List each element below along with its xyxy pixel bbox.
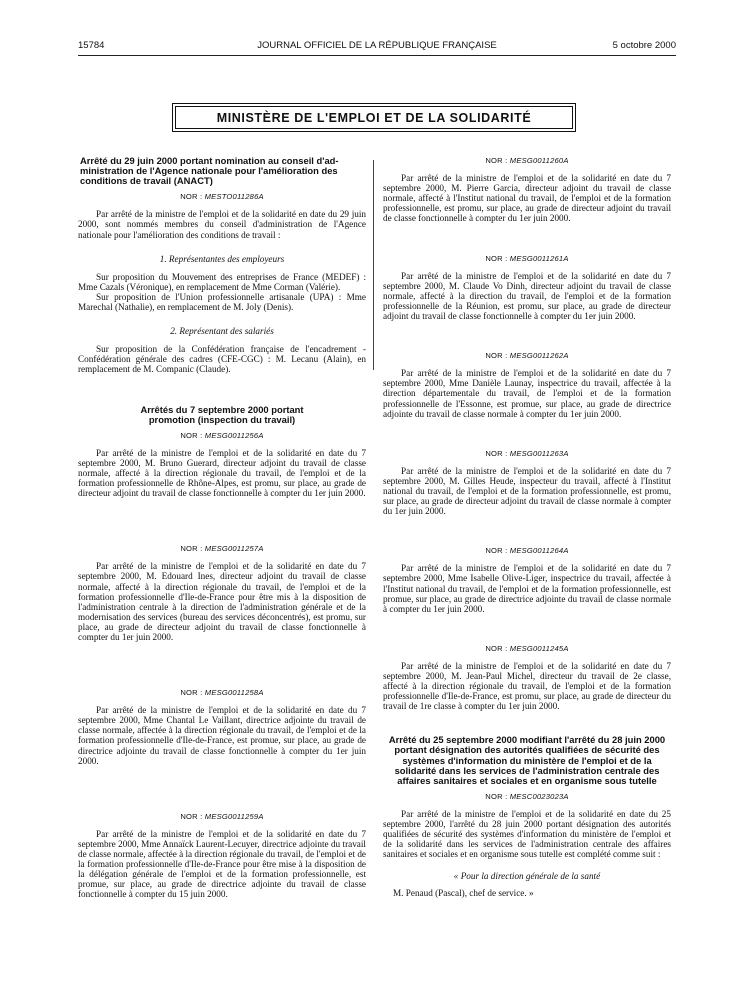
- page-number: 15784: [78, 40, 105, 51]
- paragraph: Par arrêté de la ministre de l'emploi et de la solidarité en date du 7 septembre 2000, M. Jean-Paul Michel, directeur du travail de 2e classe, affecté à la direction régionale du travail, de l'emploi et de la formation professionnelle d'Ile-de-France, est promu, sur place, au grade de directeur du travail de 1re classe à compter du 1er juin 2000.: [383, 660, 671, 712]
- header-rule: [78, 55, 676, 56]
- paragraph: Par arrêté de la ministre de l'emploi et de la solidarité en date du 7 septembre 2000, Mme Annaïck Laurent-Lecuyer, directrice adjointe du travail de classe normale, affectée à la direction régionale du travail, de l'emploi et de la formation professionnelle d'Ile-de-France pour être mise à la disposition de la délégation générale de l'emploi et de la formation professionnelle, est promue, sur place, au grade de directrice adjointe du travail de classe fonctionnelle à compter du 15 juin 2000.: [78, 828, 366, 900]
- page-header: [78, 40, 676, 54]
- ministry-heading-box: [172, 103, 576, 132]
- paragraph: Par arrêté de la ministre de l'emploi et de la solidarité en date du 7 septembre 2000, Mme Isabelle Olive-Liger, inspectrice du travail, affectée à l'Institut national du travail, de l'emploi et de la formation professionnelle, est promue, sur place, au grade de directrice adjointe du travail de classe normale à compter du 1er juin 2000.: [383, 563, 671, 614]
- column-divider: [373, 160, 374, 370]
- nor-reference: NOR : MESG0011260A: [485, 156, 569, 165]
- quote-heading: « Pour la direction générale de la santé: [453, 871, 601, 882]
- left-column: [78, 156, 366, 900]
- nor-reference: NOR : MESG0011256A: [180, 430, 264, 440]
- nor-reference: NOR : MESG0011259A: [180, 811, 264, 821]
- paragraph: Par arrêté de la ministre de l'emploi et de la solidarité en date du 7 septembre 2000, Mme Danièle Launay, inspectrice du travail, affectée à la direction départementale du travail, de l'emploi et de la formation professionnelle de l'Essonne, est promue, sur place, au grade de directrice adjointe du travail de classe normale à compter du 1er juin 2000.: [383, 368, 671, 419]
- nor-reference: NOR : MESG0011258A: [180, 688, 264, 698]
- issue-date: 5 octobre 2000: [612, 40, 676, 51]
- nor-reference: NOR : MESG0011261A: [485, 253, 569, 263]
- nor-reference: NOR : MESG0011257A: [180, 544, 264, 554]
- nor-reference: NOR : MESG0011264A: [485, 546, 569, 556]
- paragraph: Par arrêté de la ministre de l'emploi et de la solidarité en date du 29 juin 2000, sont nommés membres du conseil d'administration de l'Agence nationale pour l'amélioration des conditions de travail :: [78, 209, 366, 240]
- paragraph: Par arrêté de la ministre de l'emploi et de la solidarité en date du 7 septembre 2000, Mme Chantal Le Vaillant, directrice adjointe du travail de classe normale, affectée à la direction régionale du travail, de l'emploi et de la formation professionnelle d'Ile-de-France, est promue, sur place, au grade de directrice adjointe du travail de classe fonctionnelle à compter du 1er juin 2000.: [78, 705, 366, 766]
- paragraph: Par arrêté de la ministre de l'emploi et de la solidarité en date du 7 septembre 2000, M. Claude Vo Dinh, directeur adjoint du travail de classe normale, affecté à la direction du travail, de l'emploi et de la formation professionnelle de la Réunion, est promu, sur place, au grade de directeur adjoint du travail de classe fonctionnelle à compter du 1er juin 2000.: [383, 270, 671, 322]
- subheading-employees: 2. Représentant des salariés: [170, 326, 274, 337]
- paragraph: Sur proposition de la Confédération française de l'encadrement - Confédération générale des cadres (CFE-CGC) : M. Lecanu (Alain), en remplacement de M. Companic (Claude).: [78, 344, 366, 375]
- paragraph: Par arrêté de la ministre de l'emploi et de la solidarité en date du 7 septembre 2000, M. Pierre Garcia, directeur adjoint du travail de classe normale, affecté à l'Institut national du travail, de l'emploi et de la formation professionnelle, est promu, sur place, au grade de directeur adjoint du travail de classe fonctionnelle à compter du 1er juin 2000.: [383, 173, 671, 224]
- paragraph: Sur proposition du Mouvement des entreprises de France (MEDEF) : Mme Cazals (Véronique), en remplacement de Mme Corman (Valérie).: [78, 271, 366, 292]
- paragraph: Par arrêté de la ministre de l'emploi et de la solidarité en date du 7 septembre 2000, M. Gilles Heude, inspecteur du travail, affecté à l'Institut national du travail, de l'emploi et de la formation professionnelle, est promu, sur place, au grade de directeur adjoint du travail de classe normale à compter du 1er juin 2000.: [383, 465, 671, 517]
- quote-body: M. Penaud (Pascal), chef de service. »: [393, 887, 534, 898]
- nor-reference: NOR : MESG0011245A: [485, 643, 569, 653]
- subheading-employers: 1. Représentantes des employeurs: [159, 253, 285, 264]
- journal-title: JOURNAL OFFICIEL DE LA RÉPUBLIQUE FRANÇAISE: [257, 40, 497, 51]
- nor-reference: NOR : MESG0011263A: [485, 448, 569, 458]
- article-title-security: Arrêté du 25 septembre 2000 modifiant l'arrêté du 28 juin 2000 portant désignation des autorités qualifiées de sécurité des systèmes d'information du ministère de l'emploi et de la solidarité dans les services de l'administration centrale des affaires sanitaires et sociales et en organisme sous tutelle: [388, 734, 666, 786]
- paragraph: Par arrêté de la ministre de l'emploi et de la solidarité en date du 7 septembre 2000, M. Edouard Ines, directeur adjoint du travail de classe normale, affecté à la direction régionale du travail, de l'emploi et de la formation professionnelle d'Ile-de-France pour être mis à la disposition de l'administration centrale à la direction de l'administration générale et de la modernisation des services (bureau des services déconcentrés), est promu, sur place, au grade de directeur adjoint du travail de classe fonctionnelle à compter du 1er juin 2000.: [78, 561, 366, 642]
- article-title-promotion: Arrêtés du 7 septembre 2000 portant promotion (inspection du travail): [140, 403, 304, 425]
- paragraph: Par arrêté de la ministre de l'emploi et de la solidarité en date du 25 septembre 2000, l'arrêté du 28 juin 2000 portant désignation des autorités qualifiées de sécurité des systèmes d'information du ministère de l'emploi et de la solidarité dans les services de l'administration centrale des affaires sanitaires et sociales et en organisme sous tutelle est complété comme suit :: [383, 808, 671, 860]
- paragraph: Sur proposition de l'Union professionnelle artisanale (UPA) : Mme Marechal (Nathalie), en remplacement de M. Joly (Denis).: [78, 291, 366, 313]
- right-column: [383, 156, 671, 898]
- nor-reference: NOR : MESG0011262A: [485, 351, 569, 361]
- nor-reference: NOR : MESC0023023A: [485, 791, 569, 801]
- ministry-heading: MINISTÈRE DE L'EMPLOI ET DE LA SOLIDARITÉ: [175, 106, 573, 129]
- nor-reference: NOR : MESTO011286A: [180, 192, 264, 202]
- article-title-anact: Arrêté du 29 juin 2000 portant nomination au conseil d'ad-ministration de l'Agence nationale pour l'amélioration des conditions de travail (ANACT): [80, 155, 339, 187]
- paragraph: Par arrêté de la ministre de l'emploi et de la solidarité en date du 7 septembre 2000, M. Bruno Guerard, directeur adjoint du travail de classe normale, affecté à la direction régionale du travail, de l'emploi et de la formation professionnelle de Rhône-Alpes, est promu, sur place, au grade de directeur adjoint du travail de classe fonctionnelle à compter du 1er juin 2000.: [78, 447, 366, 499]
